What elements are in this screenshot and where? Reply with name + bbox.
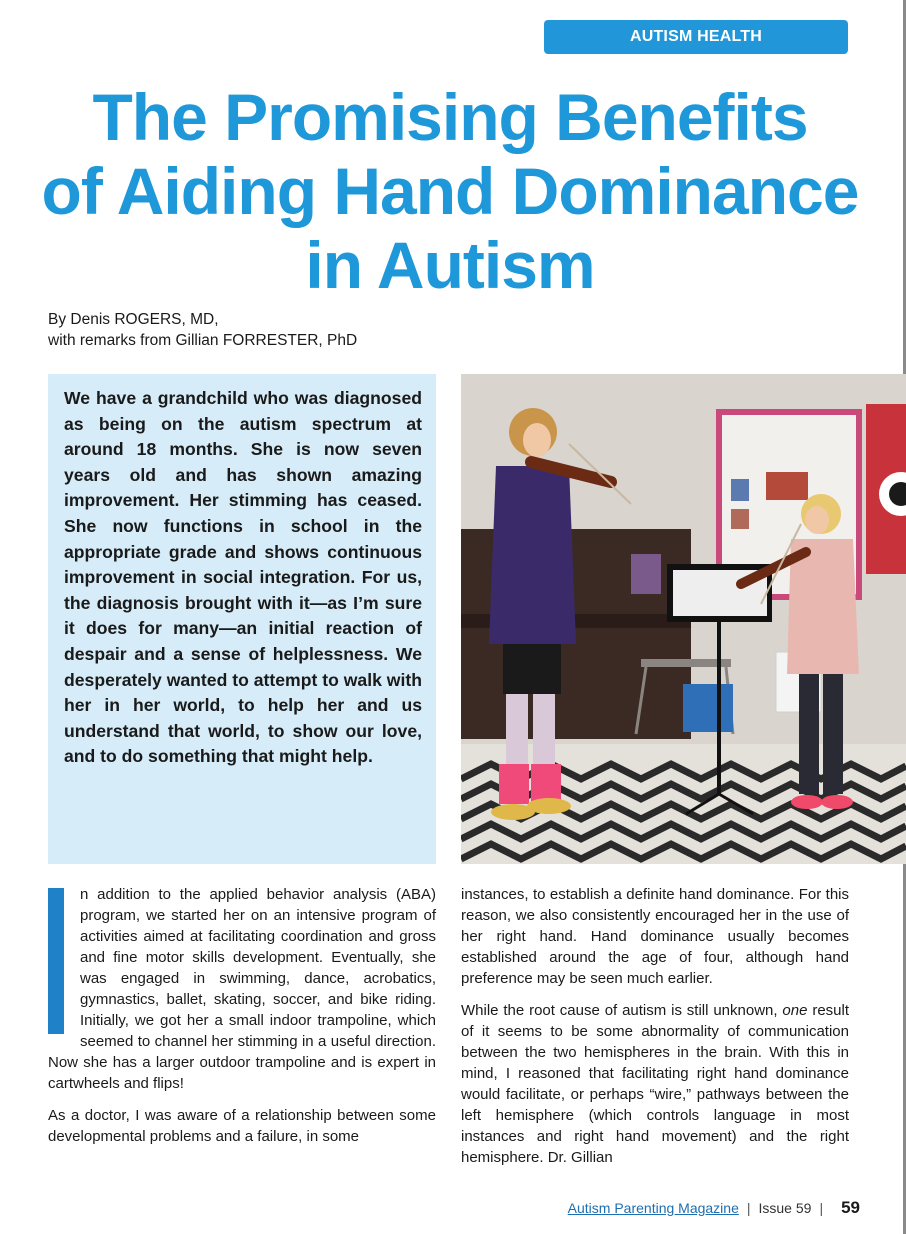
footer-separator: |: [746, 1200, 751, 1216]
byline-remarks: with remarks from Gillian FORRESTER, PhD: [48, 332, 358, 349]
pull-quote-text: We have a grandchild who was diagnosed as being on the autism spectrum at around 18 months. She is now seven years old and has shown amazing improvement. Her stimming has ceased. She now functions in school in the appropriate grade and shows continuous improvement in social integration. For us, the diagnosis brought with it—as I’m sure it does for many—an initial reaction of despair and a sense of helplessness. We desperately wanted to attempt to walk with her in her world, to help her and us understand that world, to show our love, and to do something that might help.: [64, 388, 422, 767]
violin-lesson-illustration: [461, 374, 906, 864]
page-number: 59: [841, 1198, 860, 1217]
body-paragraph-1-text: n addition to the applied behavior analysis (ABA) program, we started her on an intensive program of activities aimed at facilitating coordination and gross and fine motor skills development. Eventually, she was engaged in swimming, dance, acrobatics, gymnastics, ballet, skating, soccer, and bike riding. Initially, we got her a small indoor trampoline, which seemed to channel her stimming in a useful direction. Now she has a larger outdoor trampoline and is expert in cartwheels and flips!: [48, 886, 436, 1092]
issue-number: Issue 59: [758, 1200, 812, 1216]
page-footer: [500, 1197, 860, 1219]
footer-separator-2: |: [819, 1200, 824, 1216]
pull-quote-box: [48, 374, 436, 864]
section-tag: AUTISM HEALTH: [544, 20, 848, 54]
article-photo: [461, 374, 906, 864]
headline-line-3: in Autism: [305, 228, 595, 302]
body-paragraph-4: [461, 1000, 849, 1168]
body-paragraph-4-start: While the root cause of autism is still unknown,: [461, 1002, 783, 1019]
byline: [48, 309, 448, 351]
body-paragraph-4-emphasis: one: [782, 1002, 808, 1019]
body-paragraph-4-rest: result of it seems to be some abnormality of communication between the two hemispheres in the brain. With this in mind, I reasoned that facilitating right hand dominance would facilitate, or perhaps “wire,” pathways between the left hemisphere (which controls language in most instances and right hand movement) and the right hemisphere. Dr. Gillian: [461, 1002, 849, 1166]
body-paragraph-3: instances, to establish a definite hand dominance. For this reason, we also consistently encouraged her in the use of her right hand. Hand dominance usually becomes established around the age of four, although hand preference may be seen much earlier.: [461, 886, 849, 987]
byline-author: By Denis ROGERS, MD,: [48, 311, 219, 328]
body-paragraph-2: As a doctor, I was aware of a relationship between some developmental problems and a failure, in some: [48, 1107, 436, 1145]
body-paragraph-1: [48, 884, 436, 1094]
article-headline: [30, 80, 870, 302]
magazine-name-link[interactable]: Autism Parenting Magazine: [567, 1200, 739, 1216]
headline-line-2: of Aiding Hand Dominance: [41, 154, 859, 228]
body-column-left: [48, 884, 436, 1158]
drop-cap-bar: [48, 888, 64, 1034]
body-column-right: [461, 884, 849, 1179]
headline-line-1: The Promising Benefits: [92, 80, 808, 154]
